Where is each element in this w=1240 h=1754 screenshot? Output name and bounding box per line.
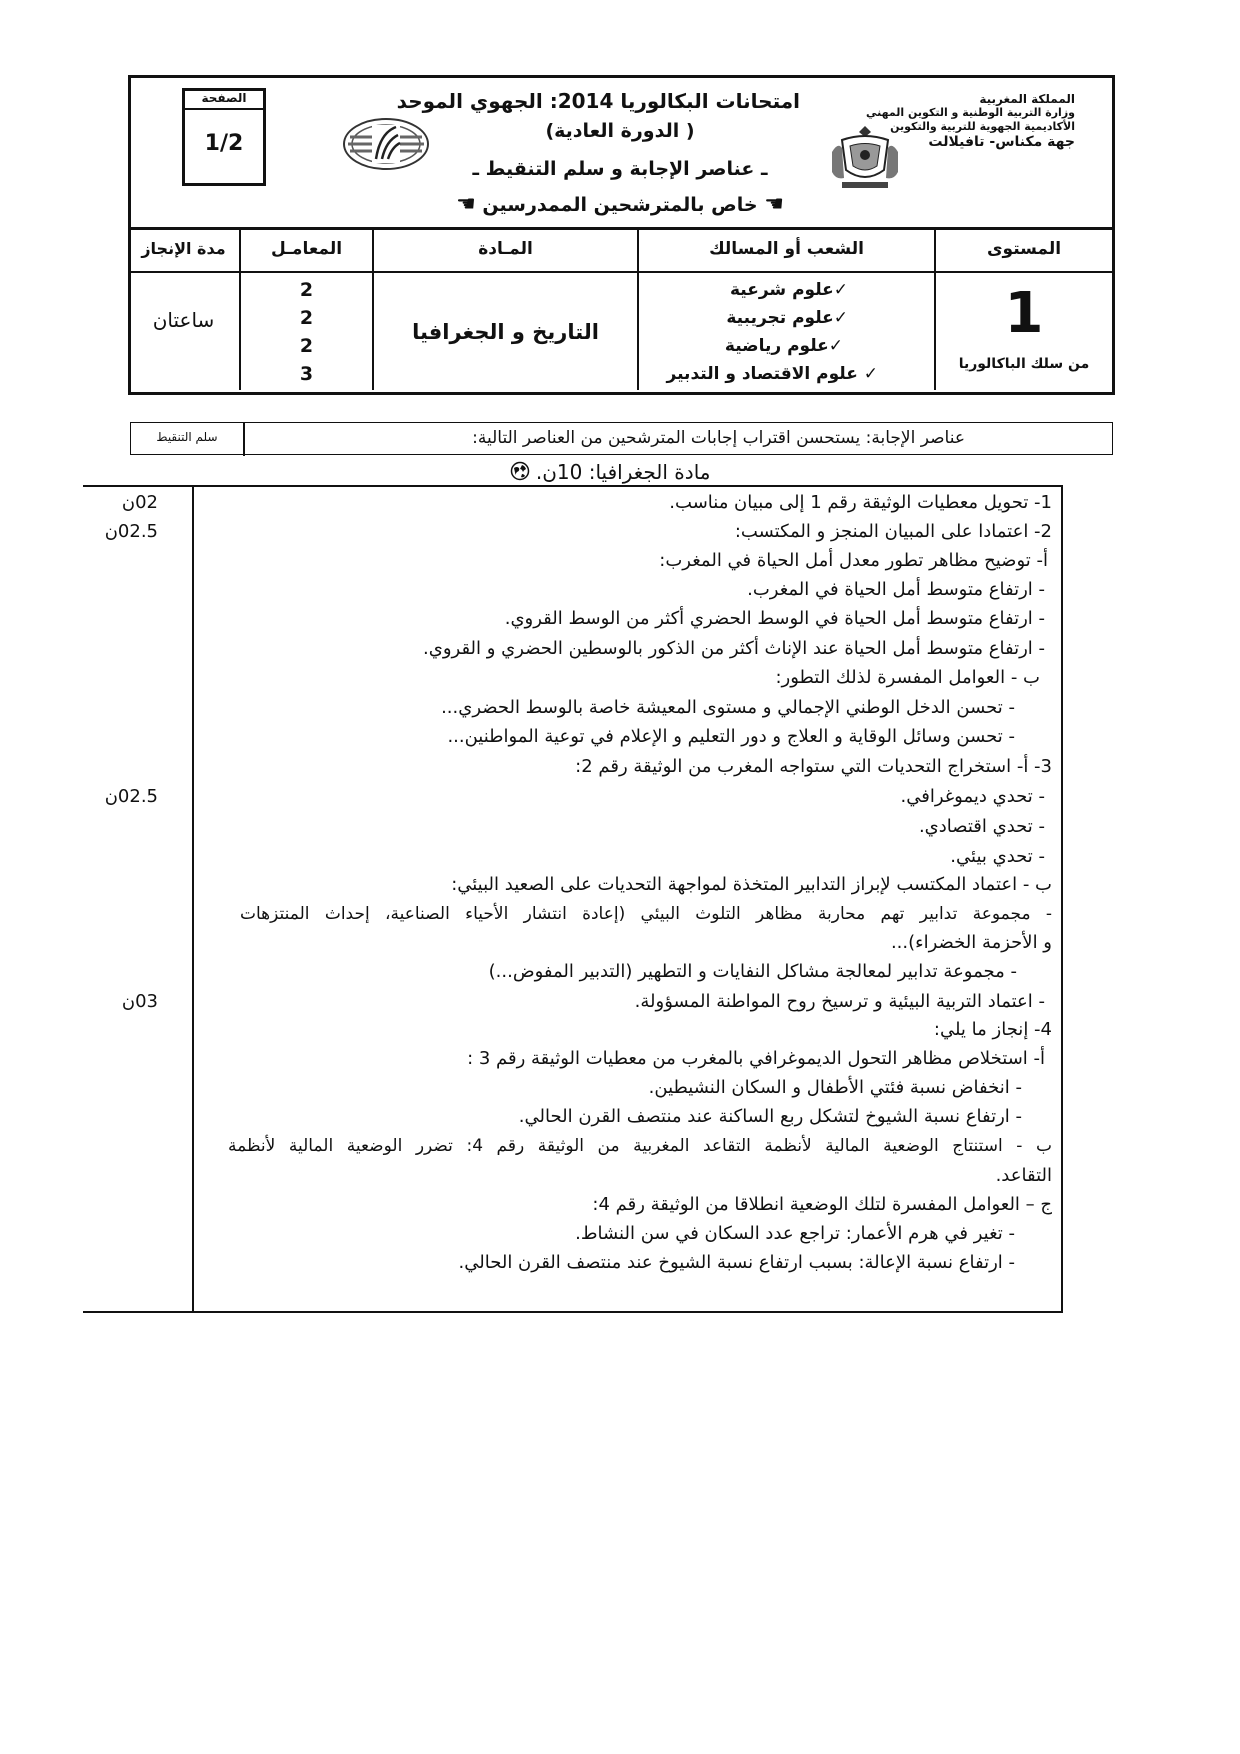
coefficient-value: 2: [299, 307, 314, 329]
header-subject: المـادة: [478, 239, 533, 259]
page-number: 1/2: [204, 131, 244, 156]
answer-line: أ- استخلاص مظاهر التحول الديموغرافي بالمغرب من معطيات الوثيقة رقم 3 :: [467, 1048, 1045, 1069]
answer-line: - انخفاض نسبة فئتي الأطفال و السكان النشيطين.: [648, 1077, 1022, 1098]
header-duration: مدة الإنجاز: [141, 239, 226, 258]
track-item: [726, 306, 848, 330]
intro-box-divider: [243, 422, 245, 456]
answers-table-right: [1061, 485, 1063, 1313]
ministry-line-region: جهة مكناس- تافيلالت: [928, 134, 1075, 150]
answer-line: - تحسن وسائل الوقاية و العلاج و دور التعليم و الإعلام في توعية المواطنين...: [447, 726, 1015, 747]
header-coefficient: المعامـل: [270, 239, 343, 259]
answer-line: - ارتفاع نسبة الشيوخ لتشكل ربع الساكنة عند منتصف القرن الحالي.: [518, 1106, 1022, 1127]
page-box-divider: [182, 108, 266, 110]
answer-line: و الأحزمة الخضراء)...: [890, 932, 1052, 953]
answer-line: - ارتفاع متوسط أمل الحياة في المغرب.: [747, 579, 1045, 600]
coefficient-value: 2: [299, 279, 314, 301]
track-item: [667, 362, 878, 386]
answer-line: - تغير في هرم الأعمار: تراجع عدد السكان في سن النشاط.: [575, 1223, 1015, 1244]
answers-table-top: [83, 485, 1062, 487]
page-label: الصفحة: [201, 91, 247, 105]
answer-line: - تحسن الدخل الوطني الإجمالي و مستوى المعيشة خاصة بالوسط الحضري...: [441, 697, 1015, 718]
exam-title: امتحانات البكالوريا 2014: الجهوي الموحد: [396, 89, 800, 113]
pointing-hand-icon: ☚: [456, 192, 476, 217]
check-mark-icon: ✓: [828, 336, 843, 356]
check-mark-icon: ✓: [833, 308, 848, 328]
score-scale-label: سلم التنقيط: [156, 430, 218, 444]
header-level: المستوى: [986, 239, 1062, 259]
score-value: 03ن: [121, 991, 158, 1012]
track-item: [730, 278, 848, 302]
answer-line: 2- اعتمادا على المبيان المنجز و المكتسب:: [734, 521, 1052, 542]
coefficient-value: 2: [299, 335, 314, 357]
ministry-line-ministry: وزارة التربية الوطنية و التكوين المهني: [866, 106, 1075, 119]
ministry-line-kingdom: المملكة المغربية: [979, 92, 1075, 106]
duration-value: ساعتان: [152, 308, 215, 332]
track-label: علوم شرعية: [730, 280, 834, 300]
score-value: 02.5ن: [104, 521, 158, 542]
exam-session: ( الدورة العادية): [545, 120, 695, 142]
answer-line: - ارتفاع متوسط أمل الحياة في الوسط الحضري أكثر من الوسط القروي.: [504, 608, 1045, 629]
track-label: علوم تجريبية: [726, 308, 834, 328]
candidates-line: [440, 192, 800, 218]
answer-line: - اعتماد التربية البيئية و ترسيخ روح المواطنة المسؤولة.: [634, 991, 1045, 1012]
answer-line: - ارتفاع نسبة الإعالة: بسبب ارتفاع نسبة الشيوخ عند منتصف القرن الحالي.: [458, 1252, 1015, 1273]
score-value: 02.5ن: [104, 786, 158, 807]
ministry-line-academy: الأكاديمية الجهوية للتربية والتكوين: [890, 120, 1075, 133]
globe-icon: [510, 461, 530, 487]
answers-table-divider: [192, 485, 194, 1313]
section-title: [480, 459, 740, 487]
answers-table-bottom: [83, 1311, 1062, 1313]
answer-line: 4- إنجاز ما يلي:: [933, 1019, 1052, 1040]
track-item: [725, 334, 843, 358]
answer-line: ب - استنتاج الوضعية المالية لأنظمة التقاعد المغربية من الوثيقة رقم 4: تضرر الوضعية المالية لأنظمة: [228, 1136, 1052, 1156]
answer-line: ج – العوامل المفسرة لتلك الوضعية انطلاقا من الوثيقة رقم 4:: [592, 1194, 1052, 1215]
coefficient-value: 3: [299, 363, 314, 385]
score-value: 02ن: [121, 492, 158, 513]
subject-value: التاريخ و الجغرافيا: [412, 320, 599, 344]
candidates-label: خاص بالمترشحين الممدرسين: [482, 194, 758, 216]
section-title-text: مادة الجغرافيا: 10ن.: [535, 460, 711, 484]
answer-line: ب - العوامل المفسرة لذلك التطور:: [775, 667, 1040, 688]
check-mark-icon: ✓: [833, 280, 848, 300]
answer-line: أ- توضيح مظاهر تطور معدل أمل الحياة في المغرب:: [659, 550, 1048, 571]
answer-line: - تحدي بيئي.: [950, 846, 1045, 867]
level-value: 1: [1004, 281, 1044, 346]
pointing-hand-icon: ☚: [764, 192, 784, 217]
answer-line: 1- تحويل معطيات الوثيقة رقم 1 إلى مبيان مناسب.: [669, 492, 1052, 513]
track-label: علوم الاقتصاد و التدبير: [666, 364, 858, 384]
track-label: علوم رياضية: [724, 336, 829, 356]
academy-logo: [340, 115, 432, 173]
level-sub: من سلك الباكالوريا: [958, 356, 1090, 372]
intro-text: عناصر الإجابة: يستحسن اقتراب إجابات المترشحين من العناصر التالية:: [472, 428, 965, 448]
answer-line: التقاعد.: [995, 1165, 1052, 1186]
info-table-top-line: [128, 227, 1115, 230]
answer-line: ب - اعتماد المكتسب لإبراز التدابير المتخذة لمواجهة التحديات على الصعيد البيئي:: [451, 874, 1052, 895]
answer-line: 3- أ- استخراج التحديات التي ستواجه المغرب من الوثيقة رقم 2:: [575, 756, 1052, 777]
exam-subtitle: ـ عناصر الإجابة و سلم التنقيط ـ: [472, 158, 768, 180]
coat-of-arms: [828, 122, 902, 192]
check-mark-icon: ✓: [863, 364, 878, 384]
answer-line: - تحدي اقتصادي.: [918, 816, 1045, 837]
header-tracks: الشعب أو المسالك: [709, 239, 864, 259]
answer-line: - مجموعة تدابير تهم محاربة مظاهر التلوث البيئي (إعادة انتشار الأحياء الصناعية، إحداث المنتزهات: [240, 904, 1052, 924]
info-table-header-line: [128, 271, 1115, 273]
answer-line: - مجموعة تدابير لمعالجة مشاكل النفايات و التطهير (التدبير المفوض...): [488, 961, 1017, 982]
answer-line: - ارتفاع متوسط أمل الحياة عند الإناث أكثر من الذكور بالوسطين الحضري و القروي.: [423, 638, 1045, 659]
answer-line: - تحدي ديموغرافي.: [900, 786, 1045, 807]
